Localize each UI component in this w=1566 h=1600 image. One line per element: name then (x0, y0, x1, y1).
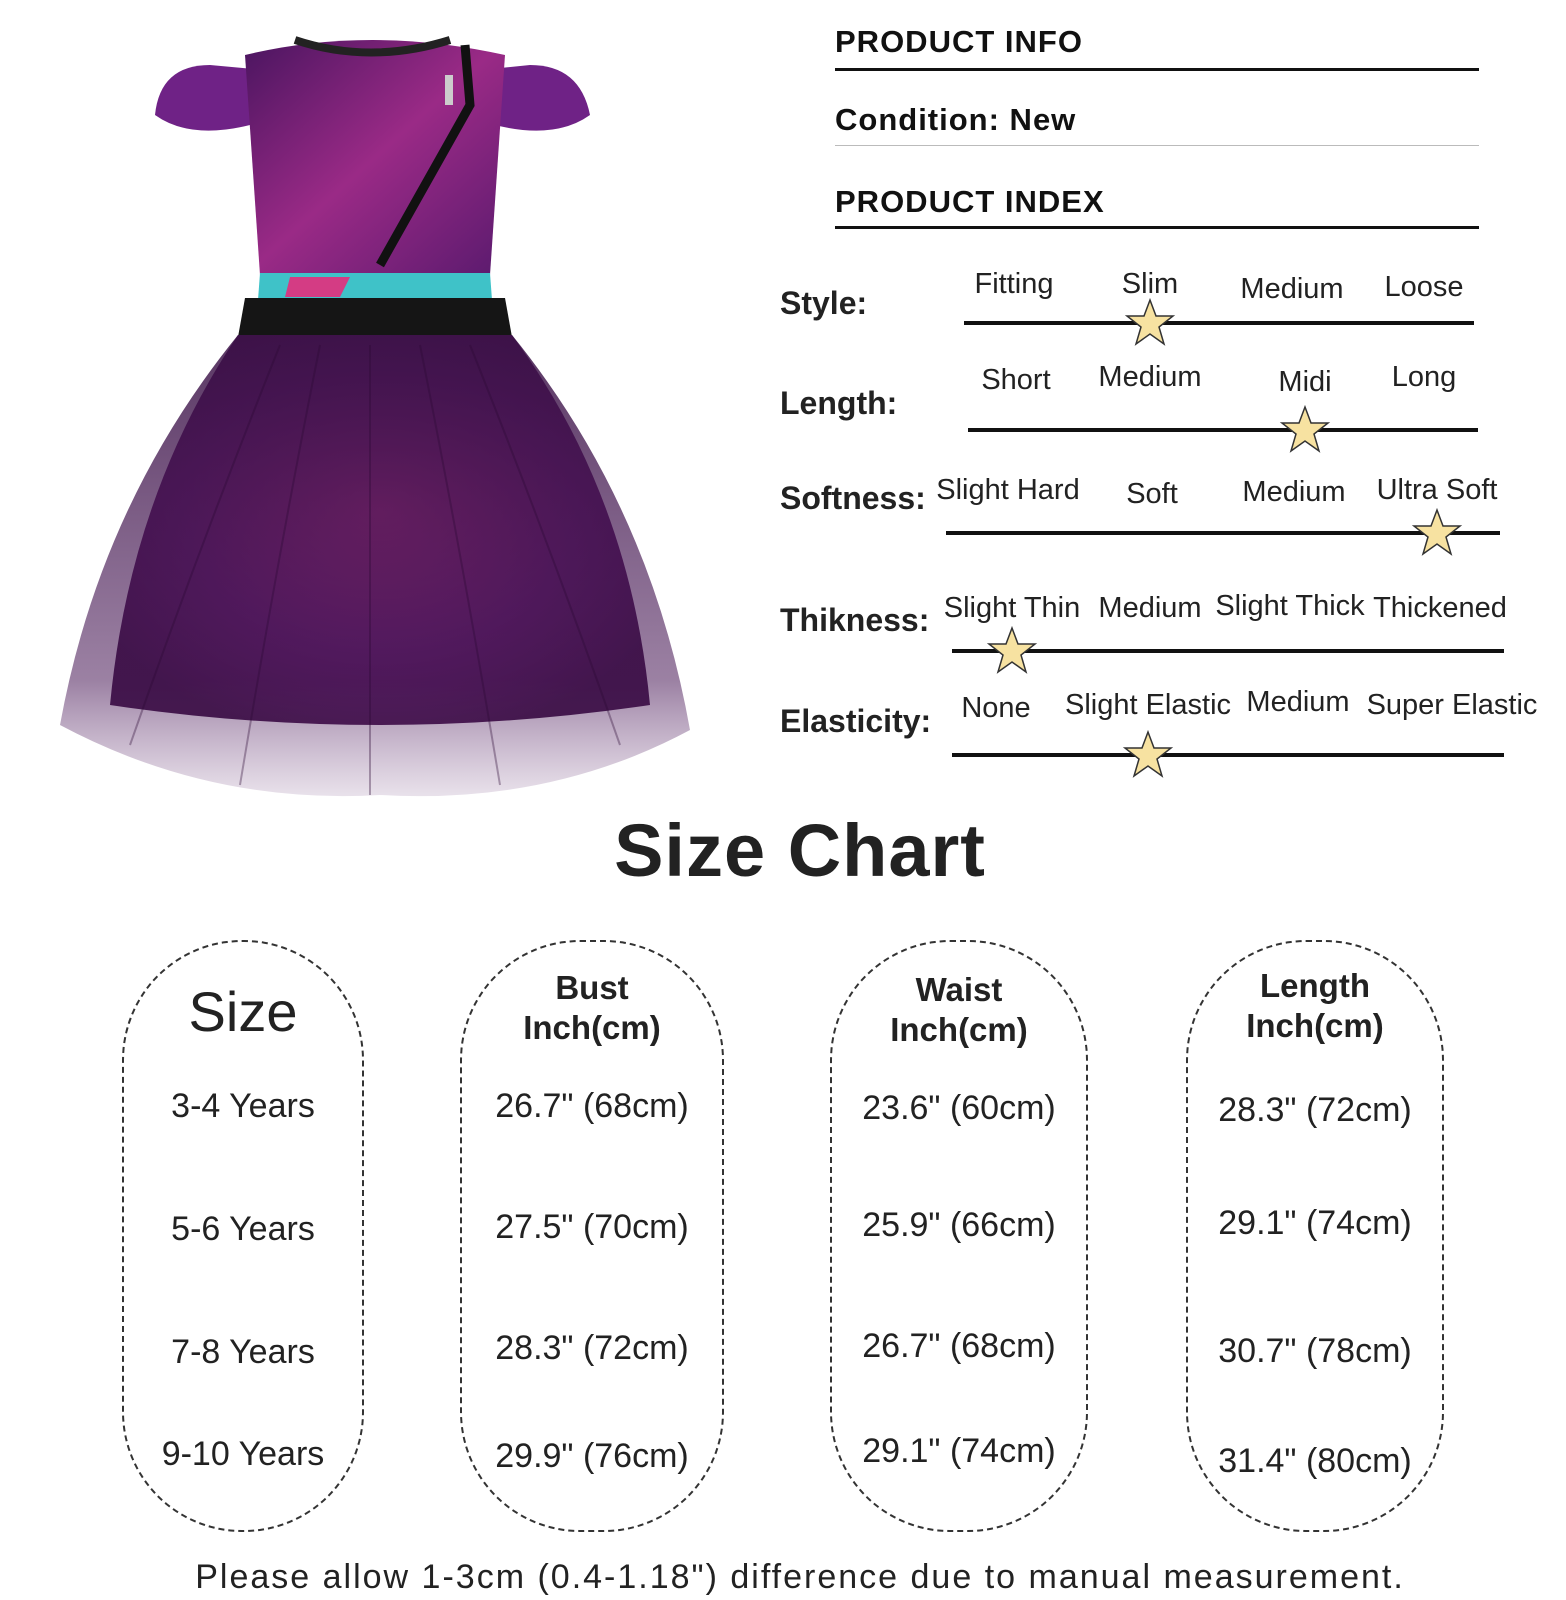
rating-track (964, 321, 1474, 325)
rating-option: Super Elastic (1366, 689, 1538, 721)
rating-label: Softness: (780, 480, 926, 516)
table-cell: 25.9" (66cm) (862, 1206, 1056, 1244)
rating-option: Loose (1384, 271, 1464, 303)
size-column (122, 940, 364, 1532)
column-header: Bust (555, 969, 629, 1006)
table-cell: 29.1" (74cm) (862, 1432, 1056, 1470)
table-cell: 5-6 Years (171, 1210, 315, 1248)
column-header: Size (188, 980, 298, 1043)
divider (835, 226, 1479, 229)
rating-option: Midi (1278, 366, 1332, 398)
rating-star-icon (1121, 728, 1175, 782)
divider (835, 68, 1479, 71)
rating-star-icon (985, 624, 1039, 678)
rating-option: Medium (1240, 273, 1344, 305)
rating-option: Slight Hard (936, 474, 1080, 506)
length-column (1186, 940, 1444, 1532)
column-header: Length (1260, 967, 1370, 1004)
product-info-heading: PRODUCT INFO (835, 24, 1083, 59)
rating-option: Short (981, 364, 1051, 396)
rating-label: Length: (780, 385, 898, 421)
rating-option: Slight Thin (943, 592, 1081, 624)
rating-option: Soft (1126, 478, 1178, 510)
size-chart-title: Size Chart (614, 809, 986, 892)
table-cell: 28.3" (72cm) (1218, 1091, 1412, 1129)
waist-column (830, 940, 1088, 1532)
rating-label: Thikness: (780, 602, 930, 638)
rating-option: Ultra Soft (1376, 474, 1498, 506)
bust-column (460, 940, 724, 1532)
rating-option: Slight Elastic (1064, 689, 1232, 721)
rating-option: None (961, 692, 1031, 724)
rating-option: Medium (1246, 686, 1350, 718)
rating-option: Fitting (974, 268, 1054, 300)
dress-product-image (50, 25, 710, 825)
table-cell: 9-10 Years (161, 1435, 325, 1473)
table-cell: 26.7" (68cm) (495, 1087, 689, 1125)
table-cell: 27.5" (70cm) (495, 1208, 689, 1246)
rating-option: Medium (1098, 592, 1202, 624)
table-cell: 26.7" (68cm) (862, 1327, 1056, 1365)
table-cell: 7-8 Years (171, 1333, 315, 1371)
table-cell: 28.3" (72cm) (495, 1329, 689, 1367)
column-header-unit: Inch(cm) (890, 1011, 1028, 1048)
rating-star-icon (1278, 403, 1332, 457)
column-header-unit: Inch(cm) (1246, 1007, 1384, 1044)
rating-track (968, 428, 1478, 432)
rating-track (952, 753, 1504, 757)
table-cell: 29.9" (76cm) (495, 1437, 689, 1475)
table-cell: 3-4 Years (171, 1087, 315, 1125)
condition-text: Condition: New (835, 102, 1077, 137)
rating-option: Medium (1098, 361, 1202, 393)
column-header-unit: Inch(cm) (523, 1009, 661, 1046)
rating-option: Slight Thick (1215, 590, 1365, 622)
product-index-heading: PRODUCT INDEX (835, 184, 1105, 219)
rating-option: Medium (1242, 476, 1346, 508)
rating-label: Elasticity: (780, 703, 932, 739)
rating-star-icon (1123, 296, 1177, 350)
measurement-note: Please allow 1-3cm (0.4-1.18") difference due to manual measurement. (195, 1558, 1405, 1596)
rating-star-icon (1410, 506, 1464, 560)
rating-option: Long (1391, 361, 1457, 393)
table-cell: 31.4" (80cm) (1218, 1442, 1412, 1480)
table-cell: 29.1" (74cm) (1218, 1204, 1412, 1242)
rating-option: Slim (1121, 268, 1179, 300)
rating-label: Style: (780, 285, 868, 321)
table-cell: 30.7" (78cm) (1218, 1332, 1412, 1370)
divider (835, 145, 1479, 146)
rating-option: Thickened (1373, 592, 1507, 624)
table-cell: 23.6" (60cm) (862, 1089, 1056, 1127)
column-header: Waist (915, 971, 1003, 1008)
